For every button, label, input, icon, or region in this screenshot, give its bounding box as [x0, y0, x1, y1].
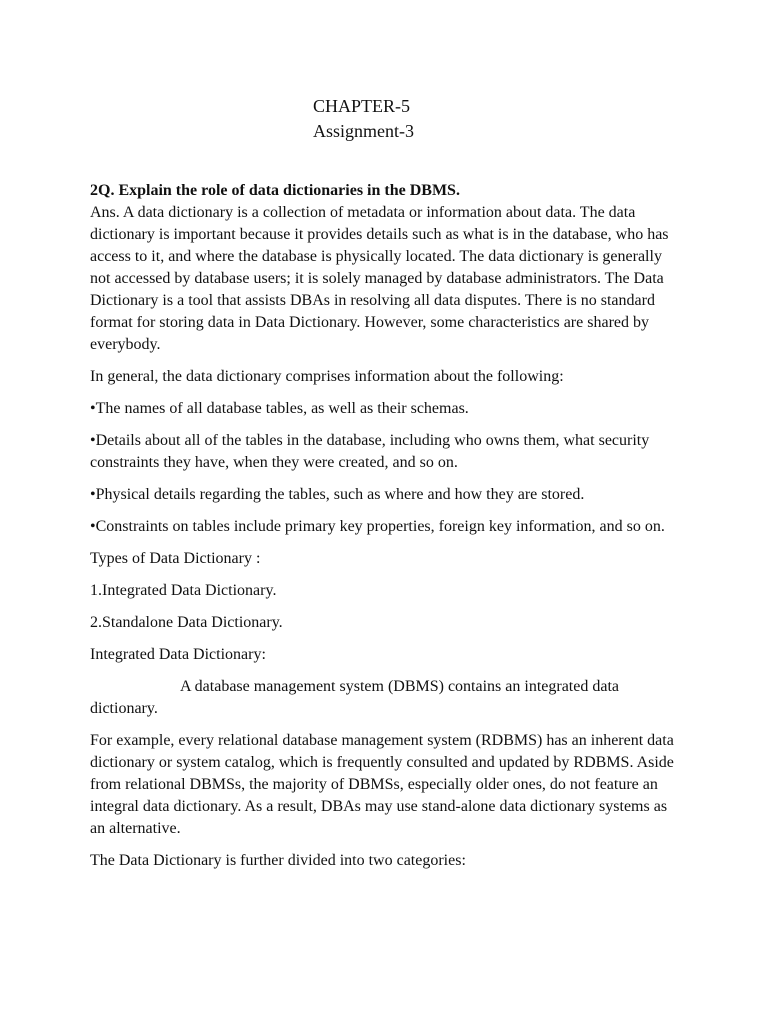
- bullet-item: [90, 398, 680, 420]
- bullet-marker: •: [90, 486, 96, 503]
- categories-paragraph: The Data Dictionary is further divided into two categories:: [90, 852, 466, 869]
- numbered-item: [90, 580, 680, 602]
- title-block: [313, 94, 414, 144]
- item-number: 1.: [90, 582, 102, 599]
- bullet-text: Constraints on tables include primary key properties, foreign key information, and so on.: [95, 518, 665, 535]
- item-label: Integrated Data Dictionary.: [102, 582, 277, 599]
- bullet-text: Physical details regarding the tables, such as where and how they are stored.: [95, 486, 585, 503]
- numbered-item: [90, 612, 680, 634]
- example-paragraph: For example, every relational database management system (RDBMS) has an inherent data dictionary or system catalog, which is frequently consulted and updated by RDBMS. Aside from relational DBMSs, the majority of DBMSs, especially older ones, do not feature an integral data dictionary. As a result, DBAs may use stand-alone data dictionary systems as an alternative.: [90, 732, 674, 837]
- bullet-marker: •: [90, 518, 96, 535]
- assignment-title: Assignment-3: [313, 121, 414, 141]
- bullet-item: [90, 484, 680, 506]
- document-body: [90, 180, 680, 882]
- intro-paragraph: In general, the data dictionary comprises information about the following:: [90, 368, 564, 385]
- integrated-heading: Integrated Data Dictionary:: [90, 646, 266, 663]
- integrated-paragraph: [90, 676, 680, 720]
- bullet-marker: •: [90, 400, 96, 417]
- item-number: 2.: [90, 614, 102, 631]
- bullet-text: The names of all database tables, as well as their schemas.: [95, 400, 469, 417]
- answer-paragraph: Ans. A data dictionary is a collection of metadata or information about data. The data dictionary is important because it provides details such as what is in the database, who has access to it, and where the database is physically located. The data dictionary is generally not accessed by database users; it is solely managed by database administrators. The Data Dictionary is a tool that assists DBAs in resolving all data disputes. There is no standard format for storing data in Data Dictionary. However, some characteristics are shared by everybody.: [90, 204, 669, 353]
- bullet-item: [90, 430, 680, 474]
- question-heading: 2Q. Explain the role of data dictionaries in the DBMS.: [90, 182, 460, 199]
- types-heading: Types of Data Dictionary :: [90, 550, 261, 567]
- bullet-item: [90, 516, 680, 538]
- bullet-marker: •: [90, 432, 96, 449]
- item-label: Standalone Data Dictionary.: [102, 614, 283, 631]
- chapter-title: CHAPTER-5: [313, 96, 411, 116]
- integrated-text: A database management system (DBMS) contains an integrated data dictionary.: [90, 678, 619, 717]
- bullet-text: Details about all of the tables in the database, including who owns them, what security constraints they have, when they were created, and so on.: [90, 432, 650, 471]
